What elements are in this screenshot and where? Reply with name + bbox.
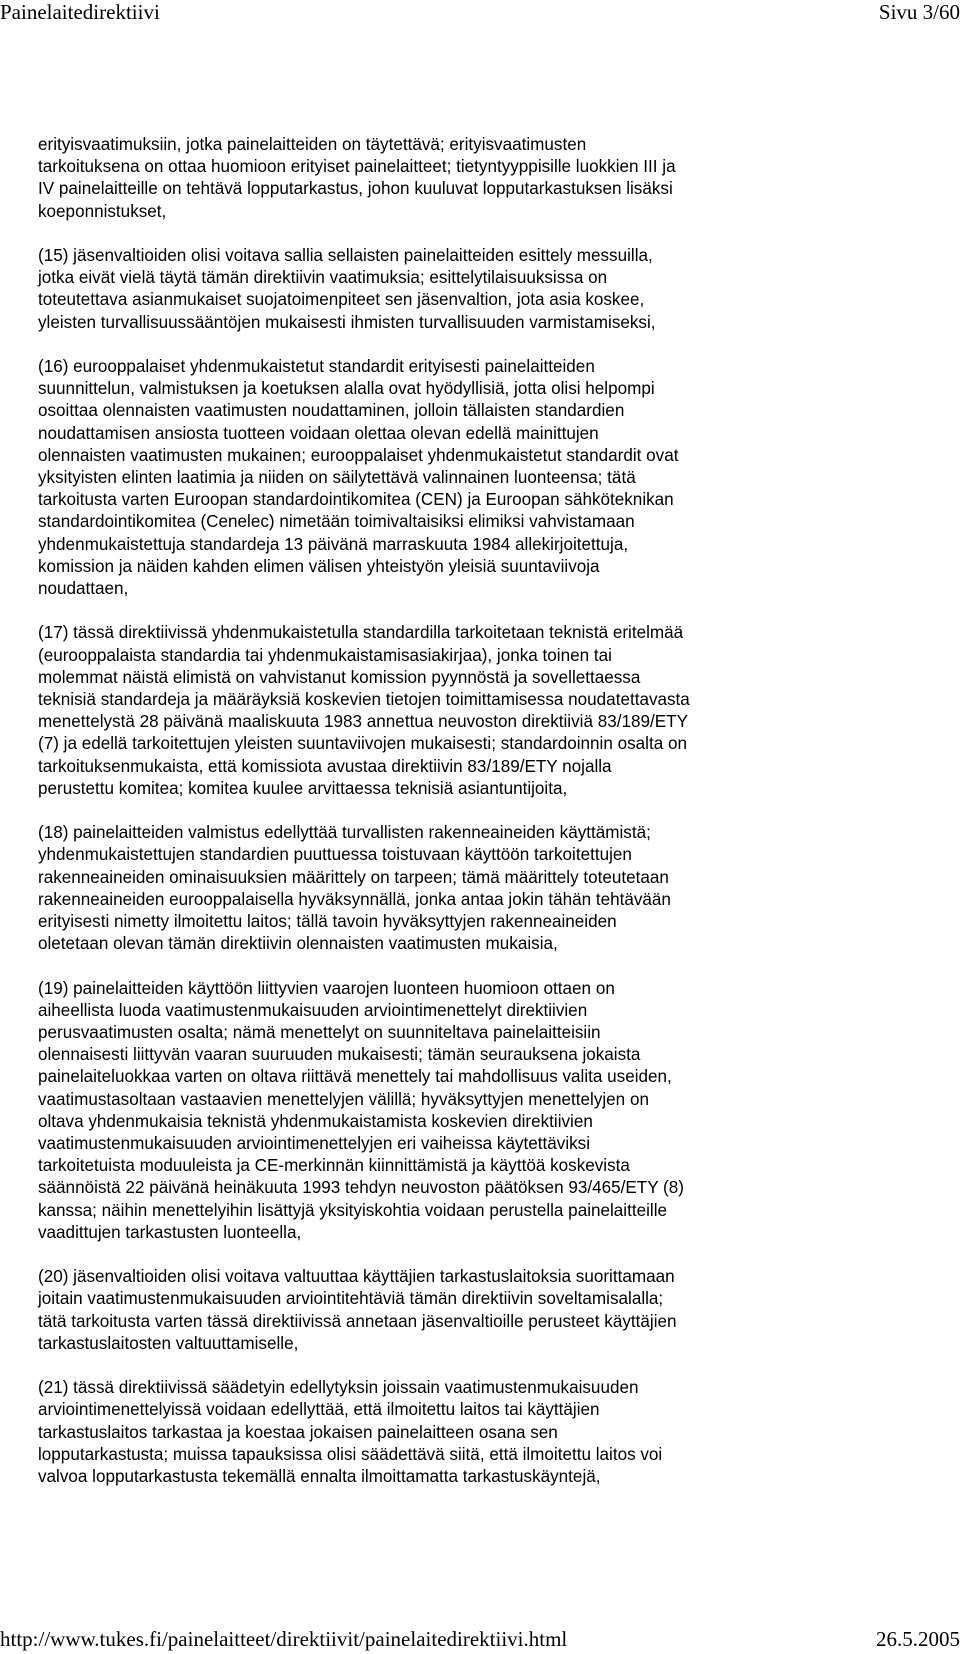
page-header — [0, 0, 960, 30]
paragraph-gap — [38, 223, 918, 245]
document-body — [38, 134, 918, 1488]
text-line: yksityisten elinten laatimia ja niiden on säilytettävä valinnainen luonteensa; tätä — [38, 468, 636, 488]
paragraph — [38, 978, 918, 1244]
paragraph-gap — [38, 955, 918, 977]
paragraph-gap — [38, 1244, 918, 1266]
text-line: (16) eurooppalaiset yhdenmukaistetut standardit erityisesti painelaitteiden — [38, 357, 595, 376]
page-number: Sivu 3/60 — [878, 0, 960, 24]
paragraph — [38, 134, 918, 223]
text-line: (17) tässä direktiivissä yhdenmukaistetulla standardilla tarkoitetaan teknistä eritelmää — [38, 623, 684, 643]
text-line: (15) jäsenvaltioiden olisi voitava sallia sellaisten painelaitteiden esittely messuilla, — [38, 246, 653, 265]
text-line: aiheellista luoda vaatimustenmukaisuuden arviointimenettelyt direktiivien — [38, 1000, 588, 1020]
text-line: olennaisesti liittyvän vaaran suuruuden mukaisesti; tämän seurauksena jokaista — [38, 1045, 641, 1065]
text-line: tarkoituksenmukaista, että komissiota avustaa direktiivin 83/189/ETY nojalla — [38, 756, 612, 776]
text-line: osoittaa olennaisten vaatimusten noudattaminen, jolloin tällaisten standardien — [38, 401, 625, 421]
paragraph-gap — [38, 1355, 918, 1377]
text-line: suunnittelun, valmistuksen ja koetuksen alalla ovat hyödyllisiä, jotta olisi helpompi — [38, 379, 655, 399]
text-line: arviointimenettelyissä voidaan edellyttää, että ilmoitettu laitos tai käyttäjien — [38, 1400, 600, 1420]
text-line: komission ja näiden kahden elimen välisen yhteistyön yleisiä suuntaviivoja — [38, 556, 600, 576]
text-line: (20) jäsenvaltioiden olisi voitava valtuuttaa käyttäjien tarkastuslaitoksia suorittamaan — [38, 1267, 675, 1287]
text-line: (19) painelaitteiden käyttöön liittyvien vaarojen luonteen huomioon ottaen on — [38, 978, 615, 998]
text-line: tarkoituksena on ottaa huomioon erityiset painelaitteet; tietyntyyppisille luokkien III ja — [38, 157, 676, 177]
text-line: jotka eivät vielä täytä tämän direktiivin vaatimuksia; esittelytilaisuuksissa on — [38, 268, 608, 288]
text-line: (eurooppalaista standardia tai yhdenmukaistamisasiakirjaa), jonka toinen tai — [38, 645, 612, 665]
text-line: tarkastuslaitos tarkastaa ja koestaa jokaisen painelaitteen osana sen — [38, 1422, 558, 1442]
text-line: painelaiteluokkaa varten on oltava riittävä menettely tai mahdollisuus valita useiden, — [38, 1067, 672, 1087]
text-line: säännöistä 22 päivänä heinäkuuta 1993 tehdyn neuvoston päätöksen 93/465/ETY (8) — [38, 1178, 684, 1198]
text-line: valvoa lopputarkastusta tekemällä ennalta ilmoittamatta tarkastuskäyntejä, — [38, 1467, 601, 1487]
paragraph — [38, 822, 918, 955]
text-line: noudattaen, — [38, 579, 129, 599]
text-line: kanssa; näihin menettelyihin lisättyjä yksityiskohtia voidaan perustella painelaitteille — [38, 1200, 668, 1220]
text-line: tarkoitetuista moduuleista ja CE-merkinnän kiinnittämistä ja käyttöä koskevista — [38, 1156, 630, 1176]
text-line: (21) tässä direktiivissä säädetyin edellytyksin joissain vaatimustenmukaisuuden — [38, 1378, 639, 1398]
paragraph — [38, 1266, 918, 1355]
text-line: perustettu komitea; komitea kuulee arvittaessa teknisiä asiantuntijoita, — [38, 778, 568, 798]
text-line: koeponnistukset, — [38, 201, 167, 221]
text-line: (7) ja edellä tarkoitettujen yleisten suuntaviivojen mukaisesti; standardoinnin osalta on — [38, 734, 687, 754]
text-line: vaatimustasoltaan vastaavien menettelyjen välillä; hyväksyttyjen menettelyjen on — [38, 1089, 649, 1109]
paragraph — [38, 356, 918, 600]
text-line: tarkastuslaitosten valtuuttamiselle, — [38, 1333, 299, 1353]
text-line: erityisvaatimuksiin, jotka painelaitteiden on täytettävä; erityisvaatimusten — [38, 135, 587, 154]
text-line: rakenneaineiden eurooppalaisella hyväksynnällä, jonka antaa jokin tähän tehtävään — [38, 889, 671, 909]
paragraph-gap — [38, 600, 918, 622]
print-date: 26.5.2005 — [876, 1627, 960, 1651]
text-line: perusvaatimusten osalta; nämä menettelyt on suunniteltava painelaitteisiin — [38, 1023, 601, 1043]
text-line: noudattamisen ansiosta tuotteen voidaan olettaa olevan edellä mainittujen — [38, 423, 599, 443]
text-line: rakenneaineiden ominaisuuksien määrittely on tarpeen; tämä määrittely toteutetaan — [38, 867, 669, 887]
paragraph-gap — [38, 800, 918, 822]
paragraph-gap — [38, 334, 918, 356]
text-line: oltava yhdenmukaisia teknistä yhdenmukaistamista koskevien direktiivien — [38, 1111, 593, 1131]
text-line: tarkoitusta varten Euroopan standardointikomitea (CEN) ja Euroopan sähköteknikan — [38, 490, 674, 510]
text-line: lopputarkastusta; muissa tapauksissa olisi säädettävä siitä, että ilmoitettu laitos voi — [38, 1444, 663, 1464]
paragraph — [38, 1377, 918, 1488]
paragraph — [38, 622, 918, 800]
text-line: teknisiä standardeja ja määräyksiä koskevien tietojen toimittamisessa noudatettavasta — [38, 690, 690, 710]
source-url: http://www.tukes.fi/painelaitteet/direktiivit/painelaitedirektiivi.html — [0, 1627, 568, 1651]
text-line: oletetaan olevan tämän direktiivin olennaisten vaatimusten mukaisia, — [38, 934, 558, 954]
text-line: standardointikomitea (Cenelec) nimetään toimivaltaisiksi elimiksi vahvistamaan — [38, 512, 635, 532]
text-line: vaadittujen tarkastusten luonteella, — [38, 1222, 302, 1242]
text-line: yhdenmukaistettujen standardien puuttuessa toistuvaan käyttöön tarkoitettujen — [38, 845, 632, 865]
text-line: IV painelaitteille on tehtävä lopputarkastus, johon kuuluvat lopputarkastuksen lisäksi — [38, 179, 673, 199]
text-line: (18) painelaitteiden valmistus edellyttää turvallisten rakenneaineiden käyttämistä; — [38, 823, 651, 843]
text-line: tätä tarkoitusta varten tässä direktiivissä annetaan jäsenvaltioille perusteet käyttäjien — [38, 1311, 677, 1331]
text-line: yleisten turvallisuussääntöjen mukaisesti ihmisten turvallisuuden varmistamiseksi, — [38, 312, 656, 332]
text-line: olennaisten vaatimusten mukainen; eurooppalaiset yhdenmukaistetut standardit ovat — [38, 445, 679, 465]
paragraph — [38, 245, 918, 334]
text-line: joitain vaatimustenmukaisuuden arviointitehtäviä tämän direktiivin soveltamisalalla; — [38, 1289, 664, 1309]
text-line: erityisesti nimetty ilmoitettu laitos; tällä tavoin hyväksyttyjen rakenneaineiden — [38, 912, 617, 932]
page-footer — [0, 1627, 960, 1654]
text-line: molemmat näistä elimistä on vahvistanut komission pyynnöstä ja sovellettaessa — [38, 667, 641, 687]
document-title: Painelaitedirektiivi — [0, 0, 160, 24]
text-line: yhdenmukaistettuja standardeja 13 päivänä marraskuuta 1984 allekirjoitettuja, — [38, 534, 629, 554]
text-line: toteutettava asianmukaiset suojatoimenpiteet sen jäsenvaltion, jota asia koskee, — [38, 290, 645, 310]
text-line: vaatimustenmukaisuuden arviointimenettelyjen eri vaiheissa käytettäviksi — [38, 1134, 591, 1154]
text-line: menettelystä 28 päivänä maaliskuuta 1983 annettua neuvoston direktiiviä 83/189/ETY — [38, 712, 688, 732]
